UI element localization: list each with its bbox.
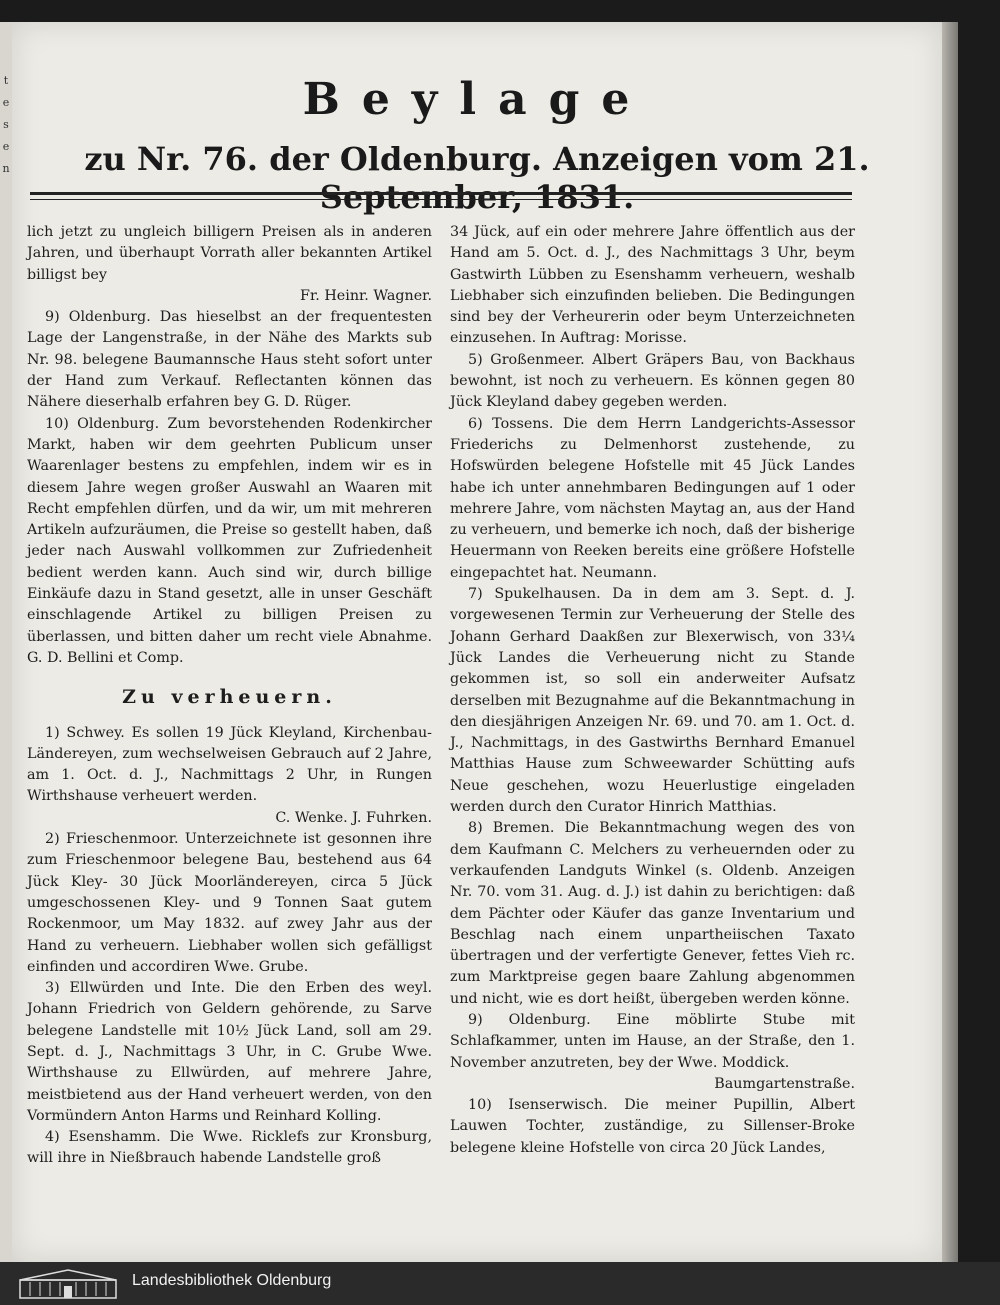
notice-item: 4) Esenshamm. Die Wwe. Ricklefs zur Kronsburg, will ihre in Nießbrauch habende Landstelle groß bbox=[27, 1129, 432, 1167]
continuation-signature: Fr. Heinr. Wagner. bbox=[300, 287, 432, 304]
library-building-icon bbox=[18, 1268, 118, 1300]
notice-item: 5) Großenmeer. Albert Gräpers Bau, von Backhaus bewohnt, ist noch zu verheuern. Es können gegen 80 Jück Kleyland dabey gegeben werden. bbox=[450, 351, 855, 411]
header-rule bbox=[30, 192, 852, 200]
right-column bbox=[450, 222, 855, 1159]
notice-item: 6) Tossens. Die dem Herrn Landgerichts-Assessor Friederichs zu Delmenhorst zustehende, zu Hofswürden belegene Hofstelle mit 45 Jück Landes habe ich unter annehmbaren Bedingungen auf 1 oder mehrere Jahre, vom nächsten Maytag an, aus der Hand zu verheuern, und bemerke ich noch, daß der bisherige Heuermann von Reeken bereits eine größere Hofstelle eingepachtet hat. Neumann. bbox=[450, 415, 855, 581]
spine-letter: n bbox=[2, 162, 10, 175]
page-subtitle: zu Nr. 76. der Oldenburg. Anzeigen vom 21. September, 1831. bbox=[84, 140, 870, 216]
spine-letter: s bbox=[3, 118, 9, 131]
left-column bbox=[27, 222, 432, 1170]
notice-signature: Baumgartenstraße. bbox=[714, 1075, 855, 1092]
notice-item: 9) Oldenburg. Das hieselbst an der frequentesten Lage der Langenstraße, in der Nähe des Markts sub Nr. 98. belegene Baumannsche Haus steht sofort unter der Hand zum Verkauf. Reflectanten können das Nähere dieserhalb erfahren bey G. D. Rüger. bbox=[27, 309, 432, 411]
spine-letter: e bbox=[2, 96, 10, 109]
notice-signature: C. Wenke. J. Fuhrken. bbox=[275, 809, 432, 826]
page-edge bbox=[942, 22, 958, 1262]
page-title: Beylage bbox=[302, 74, 652, 125]
notice-item: 1) Schwey. Es sollen 19 Jück Kleyland, Kirchenbau-Ländereyen, zum wechselweisen Gebrauch auf 2 Jahre, am 1. Oct. d. J., Nachmittags 2 Uhr, in Rungen Wirthshause verheuert werden. bbox=[27, 724, 432, 805]
notice-item: 34 Jück, auf ein oder mehrere Jahre öffentlich aus der Hand am 5. Oct. d. J., des Nachmittags 3 Uhr, beym Gastwirth Lübben zu Esenshamm verheuern, weshalb Liebhaber sich einzufinden belieben. Die Bedingungen sind bey der Verheurerin oder beym Unterzeichneten einzusehen. In Auftrag: Morisse. bbox=[450, 224, 855, 347]
newspaper-page bbox=[12, 22, 942, 1262]
spine-letter: e bbox=[2, 140, 10, 153]
notice-item: 10) Oldenburg. Zum bevorstehenden Rodenkircher Markt, haben wir dem geehrten Publicum unser Waarenlager bestens zu empfehlen, indem wir es in diesem Jahre wegen großer Auswahl an Waaren mit Recht empfehlen dürfen, und da wir, um mit mehreren Artikeln aufzuräumen, die Preise so gestellt haben, daß jeder nach Auswahl vollkommen zur Zufriedenheit bedient werden kann. Auch sind wir, durch billige Einkäufe dazu in Stand gesetzt, alle in unser Geschäft einschlagende Artikel zu billigen Preisen zu überlassen, und bitten daher um recht viele Abnahme. G. D. Bellini et Comp. bbox=[27, 415, 432, 666]
library-name: Landesbibliothek Oldenburg bbox=[132, 1272, 332, 1289]
notice-item: 2) Frieschenmoor. Unterzeichnete ist gesonnen ihre zum Frieschenmoor belegene Bau, bestehend aus 64 Jück Kley- 30 Jück Moorländereyen, circa 5 Jück umgeschossenen Kley- und 9 Tonnen Saat gutem Rockenmoor, um May 1832. auf zwey Jahr aus der Hand zu verheuern. Liebhaber wollen sich gefälligst einfinden und accordiren Wwe. Grube. bbox=[27, 831, 432, 975]
spine-letter: t bbox=[3, 74, 9, 87]
notice-item: 9) Oldenburg. Eine möblirte Stube mit Schlafkammer, unten im Hause, an der Straße, den 1. November anzutreten, bey der Wwe. Moddick. bbox=[450, 1011, 855, 1071]
notice-item: 10) Isenserwisch. Die meiner Pupillin, Albert Lauwen Tochter, zuständige, zu Sillenser-Broke belegene kleine Hofstelle von circa 20 Jück Landes, bbox=[450, 1097, 855, 1156]
footer-bar bbox=[0, 1262, 1000, 1305]
notice-item: 3) Ellwürden und Inte. Die den Erben des weyl. Johann Friedrich von Geldern gehörende, zu Sarve belegene Landstelle mit 10½ Jück Land, soll am 29. Sept. d. J., Nachmittags 3 Uhr, in C. Grube Wwe. Wirthshause zu Ellwürden, auf mehrere Jahre, meistbietend aus der Hand verheuert werden, von den Vormündern Anton Harms und Reinhard Kolling. bbox=[27, 980, 432, 1124]
notice-item: 7) Spukelhausen. Da in dem am 3. Sept. d. J. vorgewesenen Termin zur Verheuerung der Stelle des Johann Gerhard Daakßen zur Blexerwisch, von 33¼ Jück Landes die Verheuerung nicht zu Stande gekommen ist, so soll ein anderweiter Aufsatz derselben mit Bezugnahme auf die Bekanntmachung in den diesjährigen Anzeigen Nr. 69. und 70. am 1. Oct. d. J., Nachmittags, in des Gastwirths Bernhard Emanuel Matthias Hause zum Schweewarder Schütting aufs Neue geschehen, wozu Heuerlustige eingeladen werden durch den Curator Hinrich Matthias. bbox=[450, 586, 855, 816]
continuation-text: lich jetzt zu ungleich billigern Preisen als in anderen Jahren, und überhaupt Vorrath aller bekannten Artikel billigst bey bbox=[27, 224, 432, 283]
section-heading: Zu verheuern. bbox=[122, 686, 337, 709]
notice-item: 8) Bremen. Die Bekanntmachung wegen des von dem Kaufmann C. Melchers zu verheuernden oder zu verkaufenden Landguts Winkel (s. Oldenb. Anzeigen Nr. 70. vom 31. Aug. d. J.) ist dahin zu berichtigen: daß dem Pächter oder Käufer das ganze Inventarium und Beschlag nach einem unpartheiischen Taxato übertragen und der verfertigte Genever, fettes Vieh rc. zum Marktpreise gegen baare Zahlung abgenommen und nicht, wie es dort heißt, übergeben werden könne. bbox=[450, 820, 855, 1007]
